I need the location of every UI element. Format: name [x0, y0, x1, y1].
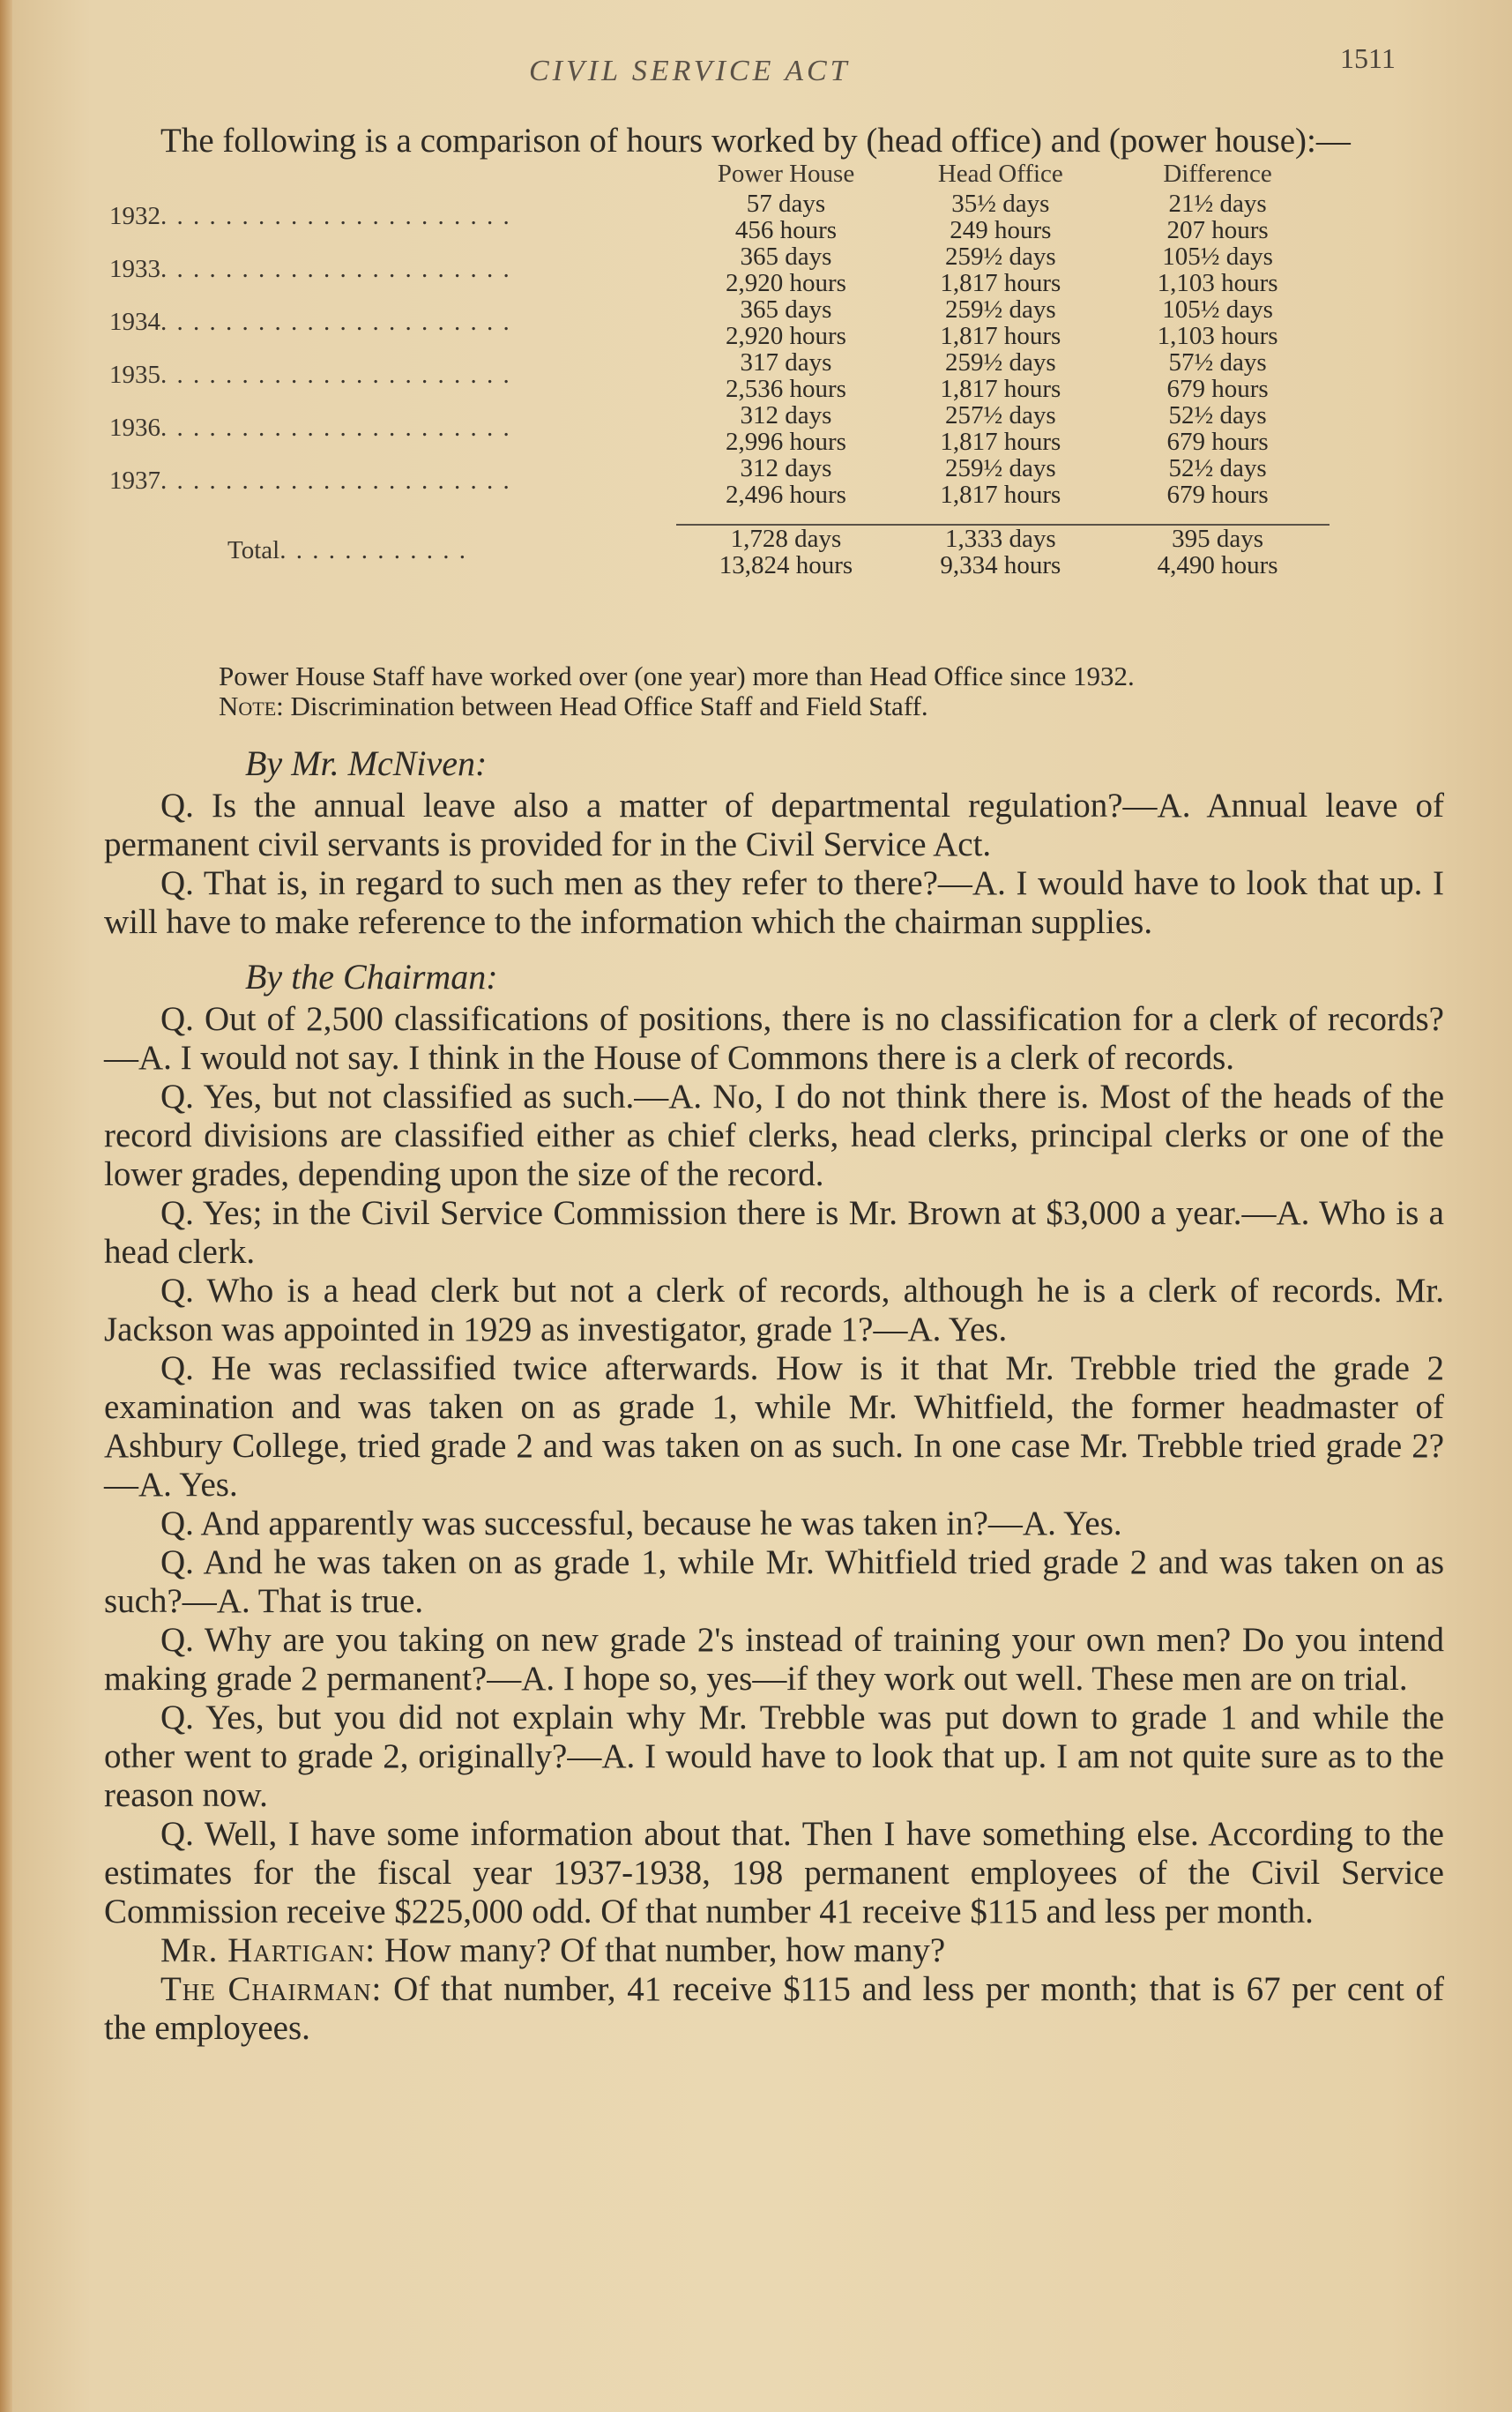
year-value: 1933: [109, 255, 160, 283]
power-house-days: 57 days: [746, 190, 826, 218]
difference-cell: [1106, 296, 1330, 349]
difference-cell: [1106, 455, 1330, 508]
table-notes: [219, 661, 1444, 721]
testimony-paragraph: Q. Yes; in the Civil Service Commission there is Mr. Brown at $3,000 a year.—A. Who is a head clerk.: [104, 1194, 1444, 1271]
power-house-hours: 2,920 hours: [726, 269, 846, 297]
examiner-heading: By the Chairman:: [245, 957, 498, 997]
year-value: 1935: [109, 361, 160, 389]
table-row: [104, 455, 1330, 508]
power-house-cell: [676, 402, 895, 455]
year-value: 1932: [109, 202, 160, 230]
total-label: [104, 525, 676, 579]
difference-days: 52½ days: [1168, 454, 1267, 482]
power-house-cell: [676, 349, 895, 402]
note-label: Note:: [219, 691, 284, 721]
power-house-hours: 2,496 hours: [726, 481, 846, 509]
total-head-office-days: 1,333 days: [944, 525, 1056, 553]
total-difference-hours: 4,490 hours: [1157, 551, 1278, 579]
head-office-days: 259½ days: [944, 243, 1056, 271]
difference-cell: [1106, 190, 1330, 243]
head-office-hours: 1,817 hours: [940, 481, 1061, 509]
difference-days: 105½ days: [1162, 243, 1273, 271]
dialogue: [104, 1931, 1444, 2048]
intro-paragraph: The following is a comparison of hours worked by (head office) and (power house):—: [160, 122, 1351, 160]
power-house-cell: [676, 296, 895, 349]
year-label: [104, 243, 676, 296]
table-row: [104, 296, 1330, 349]
total-head-office-hours: 9,334 hours: [940, 551, 1061, 579]
speaker-name: The Chairman:: [160, 1970, 383, 2008]
total-power-house-hours: 13,824 hours: [719, 551, 853, 579]
testimony-paragraph: Q. And he was taken on as grade 1, while Mr. Whitfield tried grade 2 and was taken on as such?—A. That is true.: [104, 1543, 1444, 1620]
total-power-house: [676, 525, 895, 579]
head-office-cell: [896, 402, 1106, 455]
year-label: [104, 455, 676, 508]
power-house-hours: 2,536 hours: [726, 375, 846, 403]
page-body: [104, 122, 1444, 2048]
table-row: [104, 243, 1330, 296]
difference-hours: 679 hours: [1166, 428, 1269, 456]
table-header-head-office: Head Office: [937, 160, 1063, 188]
hours-comparison-table-wrap: [104, 155, 1444, 649]
running-head: CIVIL SERVICE ACT: [529, 55, 851, 87]
table-body: [104, 190, 1330, 579]
table-row: [104, 349, 1330, 402]
page-binding-edge: [0, 0, 12, 2412]
testimony-paragraph: Q. Is the annual leave also a matter of departmental regulation?—A. Annual leave of permanent civil servants is provided for in the Civil Service Act.: [104, 787, 1444, 863]
testimony-paragraph: Q. And apparently was successful, because he was taken in?—A. Yes.: [160, 1505, 1122, 1542]
power-house-days: 365 days: [740, 295, 832, 324]
testimony-paragraph: Q. He was reclassified twice afterwards. How is it that Mr. Trebble tried the grade 2 examination and was taken on as grade 1, while Mr. Whitfield, the former headmaster of Ashbury College, tried grade 2 and was taken on as such. In one case Mr. Trebble tried grade 2?—A. Yes.: [104, 1349, 1444, 1504]
power-house-hours: 2,920 hours: [726, 322, 846, 350]
difference-days: 57½ days: [1168, 348, 1267, 377]
power-house-days: 312 days: [740, 454, 832, 482]
table-header-row: [104, 155, 1330, 190]
head-office-hours: 1,817 hours: [940, 269, 1061, 297]
dialogue-line: [104, 1970, 1444, 2048]
table-header-year: [104, 155, 676, 190]
difference-cell: [1106, 349, 1330, 402]
head-office-days: 257½ days: [944, 401, 1056, 429]
table-total-row: [104, 525, 1330, 579]
speech-text: Of that number, 41 receive $115 and less per month; that is 67 per cent of the employees.: [104, 1970, 1445, 2047]
power-house-days: 317 days: [740, 348, 832, 377]
table-header-difference: Difference: [1163, 160, 1272, 188]
dot-leader: . . . . . . . . . . . . . . . . . . . . . .: [160, 414, 511, 442]
head-office-days: 259½ days: [944, 454, 1056, 482]
power-house-days: 365 days: [740, 243, 832, 271]
note-text: Discrimination between Head Office Staff and Field Staff.: [290, 691, 928, 721]
table-spacer-row: [104, 508, 1330, 525]
difference-days: 21½ days: [1168, 190, 1267, 218]
head-office-days: 259½ days: [944, 348, 1056, 377]
total-label-text: Total: [227, 536, 280, 564]
testimony-paragraph: Q. Yes, but you did not explain why Mr. Trebble was put down to grade 1 and while the other went to grade 2, originally?—A. I would have to look that up. I am not quite sure as to the reason now.: [104, 1699, 1444, 1814]
year-label: [104, 190, 676, 243]
staff-note: Power House Staff have worked over (one year) more than Head Office since 1932.: [219, 661, 1135, 691]
difference-days: 105½ days: [1162, 295, 1273, 324]
testimony-paragraph: Q. Why are you taking on new grade 2's instead of training your own men? Do you intend making grade 2 permanent?—A. I hope so, yes—if they work out well. These men are on trial.: [104, 1621, 1444, 1698]
year-value: 1934: [109, 308, 160, 336]
difference-cell: [1106, 402, 1330, 455]
difference-hours: 679 hours: [1166, 481, 1269, 509]
total-difference: [1106, 525, 1330, 579]
examiner-heading: By Mr. McNiven:: [245, 743, 488, 783]
power-house-cell: [676, 190, 895, 243]
power-house-cell: [676, 243, 895, 296]
spacer-cell: [104, 508, 1330, 525]
dot-leader: . . . . . . . . . . . . . . . . . . . . . .: [160, 361, 511, 389]
table-row: [104, 402, 1330, 455]
hours-comparison-table: [104, 155, 1330, 579]
head-office-hours: 1,817 hours: [940, 428, 1061, 456]
total-difference-days: 395 days: [1172, 525, 1263, 553]
difference-cell: [1106, 243, 1330, 296]
testimony-paragraph: Q. That is, in regard to such men as they refer to there?—A. I would have to look that up. I will have to make reference to the information which the chairman supplies.: [104, 864, 1444, 941]
total-power-house-days: 1,728 days: [730, 525, 842, 553]
speaker-name: Mr. Hartigan:: [160, 1931, 376, 1969]
speech-text: How many? Of that number, how many?: [384, 1931, 946, 1969]
dot-leader: . . . . . . . . . . . . . . . . . . . . . .: [160, 202, 511, 230]
total-head-office: [896, 525, 1106, 579]
year-label: [104, 349, 676, 402]
discrimination-note: [219, 691, 1444, 721]
year-label: [104, 296, 676, 349]
year-value: 1936: [109, 414, 160, 442]
dot-leader: . . . . . . . . . . . .: [279, 536, 467, 564]
head-office-cell: [896, 190, 1106, 243]
testimony-paragraph: Q. Yes, but not classified as such.—A. No, I do not think there is. Most of the heads of the record divisions are classified either as chief clerks, head clerks, principal clerks or one of the lower grades, depending upon the size of the record.: [104, 1078, 1444, 1193]
testimony-paragraph: Q. Who is a head clerk but not a clerk of records, although he is a clerk of records. Mr. Jackson was appointed in 1929 as investigator, grade 1?—A. Yes.: [104, 1272, 1444, 1348]
difference-hours: 679 hours: [1166, 375, 1269, 403]
head-office-hours: 249 hours: [950, 216, 1052, 244]
power-house-cell: [676, 455, 895, 508]
dot-leader: . . . . . . . . . . . . . . . . . . . . . .: [160, 467, 511, 495]
difference-hours: 207 hours: [1166, 216, 1269, 244]
table-row: [104, 190, 1330, 243]
difference-hours: 1,103 hours: [1157, 322, 1278, 350]
head-office-days: 259½ days: [944, 295, 1056, 324]
head-office-cell: [896, 243, 1106, 296]
head-office-cell: [896, 455, 1106, 508]
head-office-cell: [896, 296, 1106, 349]
difference-days: 52½ days: [1168, 401, 1267, 429]
year-label: [104, 402, 676, 455]
head-office-cell: [896, 349, 1106, 402]
difference-hours: 1,103 hours: [1157, 269, 1278, 297]
testimony-paragraph: Q. Out of 2,500 classifications of positions, there is no classification for a clerk of records?—A. I would not say. I think in the House of Commons there is a clerk of records.: [104, 1000, 1444, 1077]
power-house-hours: 456 hours: [734, 216, 838, 244]
year-value: 1937: [109, 467, 160, 495]
testimony-paragraph: Q. Well, I have some information about that. Then I have something else. According to the estimates for the fiscal year 1937-1938, 198 permanent employees of the Civil Service Commission receive $225,000 odd. Of that number 41 receive $115 and less per month.: [104, 1815, 1444, 1930]
table-header-power-house: Power House: [717, 160, 855, 188]
dialogue-line: [104, 1931, 1444, 1970]
head-office-hours: 1,817 hours: [940, 375, 1061, 403]
testimony-sections: [104, 744, 1444, 1931]
head-office-hours: 1,817 hours: [940, 322, 1061, 350]
power-house-hours: 2,996 hours: [726, 428, 846, 456]
head-office-days: 35½ days: [951, 190, 1050, 218]
dot-leader: . . . . . . . . . . . . . . . . . . . . . .: [160, 308, 511, 336]
power-house-days: 312 days: [740, 401, 832, 429]
page-number: 1511: [1340, 42, 1396, 74]
dot-leader: . . . . . . . . . . . . . . . . . . . . . .: [160, 255, 511, 283]
